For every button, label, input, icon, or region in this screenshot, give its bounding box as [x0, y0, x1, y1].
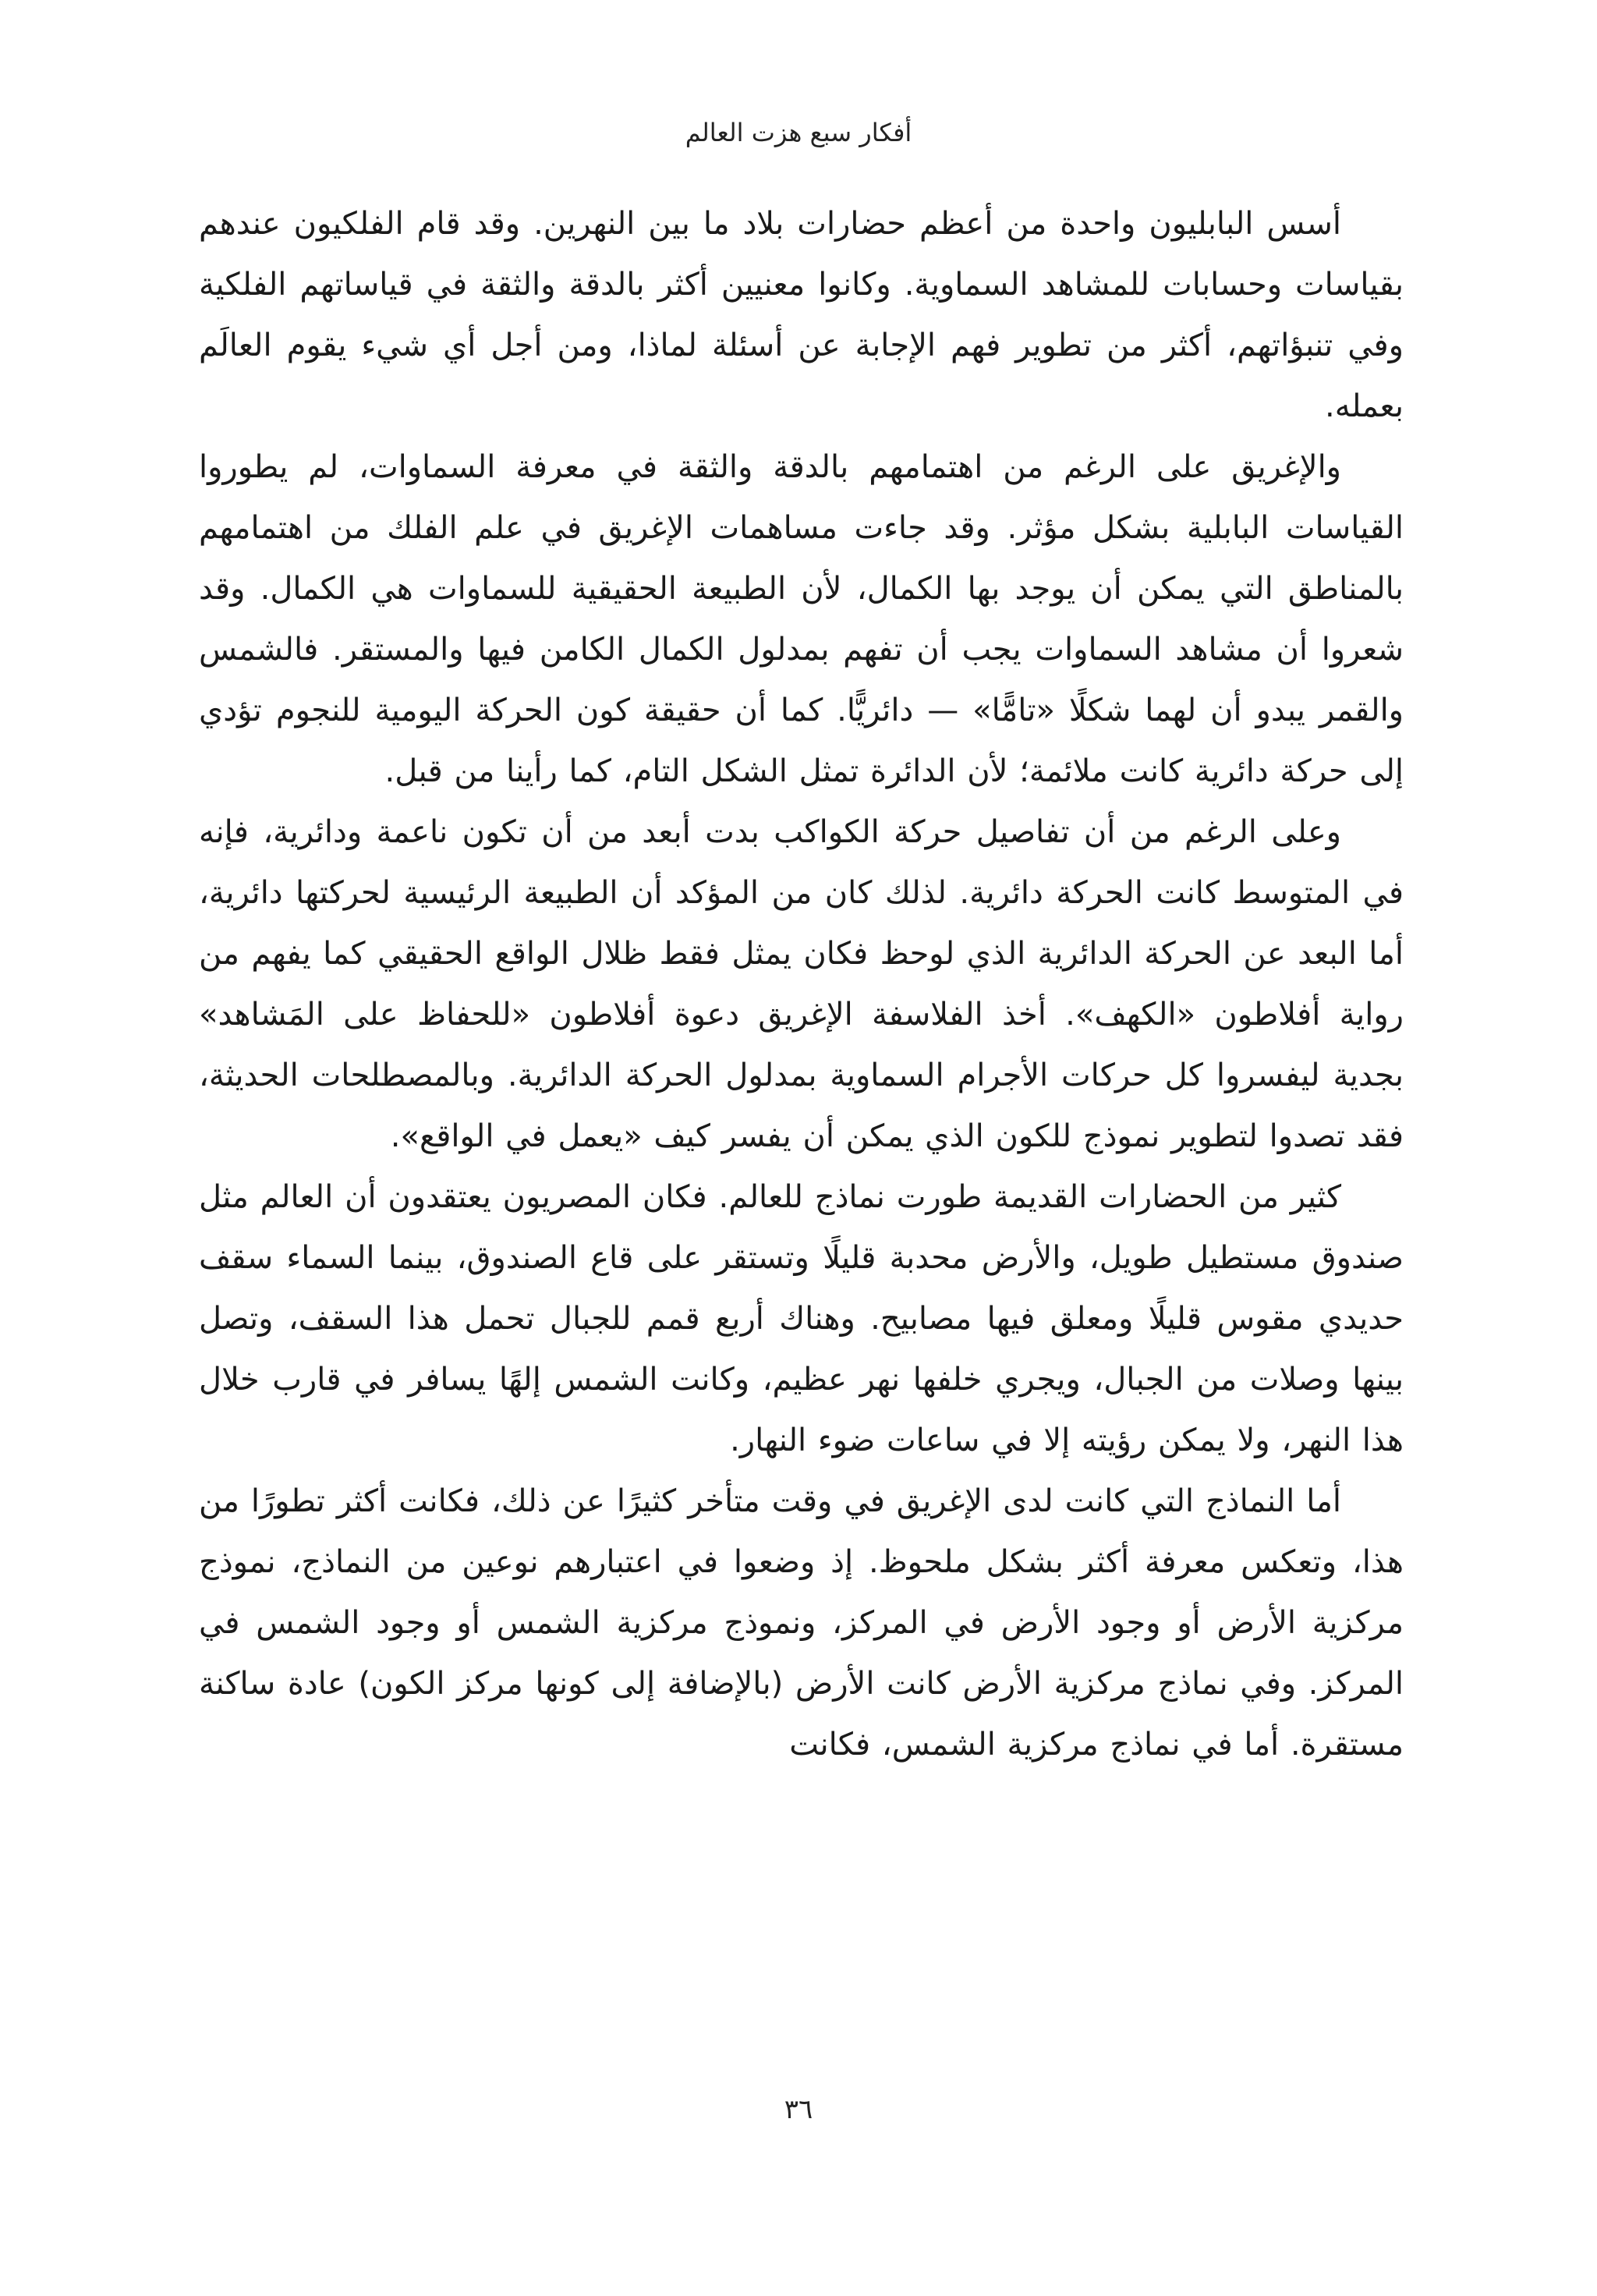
- paragraph: كثير من الحضارات القديمة طورت نماذج للعالم. فكان المصريون يعتقدون أن العالم مثل صندوق مستطيل طويل، والأرض محدبة قليلًا وتستقر على قاع الصندوق، بينما السماء سقف حديدي مقوس قليلًا ومعلق فيها مصابيح. وهناك أربع قمم للجبال تحمل هذا السقف، وتصل بينها وصلات من الجبال، ويجري خلفها نهر عظيم، وكانت الشمس إلهًا يسافر في قارب خلال هذا النهر، ولا يمكن رؤيته إلا في ساعات ضوء النهار.: [199, 1179, 1404, 1458]
- paragraph: أما النماذج التي كانت لدى الإغريق في وقت متأخر كثيرًا عن ذلك، فكانت أكثر تطورًا من هذا، وتعكس معرفة أكثر بشكل ملحوظ. إذ وضعوا في اعتبارهم نوعين من النماذج، نموذج مركزية الأرض أو وجود الأرض في المركز، ونموذج مركزية الشمس أو وجود الشمس في المركز. وفي نماذج مركزية الأرض كانت الأرض (بالإضافة إلى كونها مركز الكون) عادة ساكنة مستقرة. أما في نماذج مركزية الشمس، فكانت: [199, 1483, 1404, 1763]
- paragraph: أسس البابليون واحدة من أعظم حضارات بلاد ما بين النهرين. وقد قام الفلكيون عندهم بقياسات وحسابات للمشاهد السماوية. وكانوا معنيين أكثر بالدقة والثقة في قياساتهم الفلكية وفي تنبؤاتهم، أكثر من تطوير فهم الإجابة عن أسئلة لماذا، ومن أجل أي شيء يقوم العالَم بعمله.: [199, 206, 1404, 424]
- body-text: [199, 193, 1404, 1775]
- paragraph: والإغريق على الرغم من اهتمامهم بالدقة والثقة في معرفة السماوات، لم يطوروا القياسات البابلية بشكل مؤثر. وقد جاءت مساهمات الإغريق في علم الفلك من اهتمامهم بالمناطق التي يمكن أن يوجد بها الكمال، لأن الطبيعة الحقيقية للسماوات هي الكمال. وقد شعروا أن مشاهد السماوات يجب أن تفهم بمدلول الكمال الكامن فيها والمستقر. فالشمس والقمر يبدو أن لهما شكلًا «تامًّا» — دائريًّا. كما أن حقيقة كون الحركة اليومية للنجوم تؤدي إلى حركة دائرية كانت ملائمة؛ لأن الدائرة تمثل الشكل التام، كما رأينا من قبل.: [199, 449, 1404, 789]
- paragraph: وعلى الرغم من أن تفاصيل حركة الكواكب بدت أبعد من أن تكون ناعمة ودائرية، فإنه في المتوسط كانت الحركة دائرية. لذلك كان من المؤكد أن الطبيعة الرئيسية لحركتها دائرية، أما البعد عن الحركة الدائرية الذي لوحظ فكان يمثل فقط ظلال الواقع الحقيقي كما يفهم من رواية أفلاطون «الكهف». أخذ الفلاسفة الإغريق دعوة أفلاطون «للحفاظ على المَشاهد» بجدية ليفسروا كل حركات الأجرام السماوية بمدلول الحركة الدائرية. وبالمصطلحات الحديثة، فقد تصدوا لتطوير نموذج للكون الذي يمكن أن يفسر كيف «يعمل في الواقع».: [199, 814, 1404, 1154]
- page-number: ٣٦: [784, 2094, 813, 2125]
- running-header: أفكار سبع هزت العالم: [685, 118, 912, 147]
